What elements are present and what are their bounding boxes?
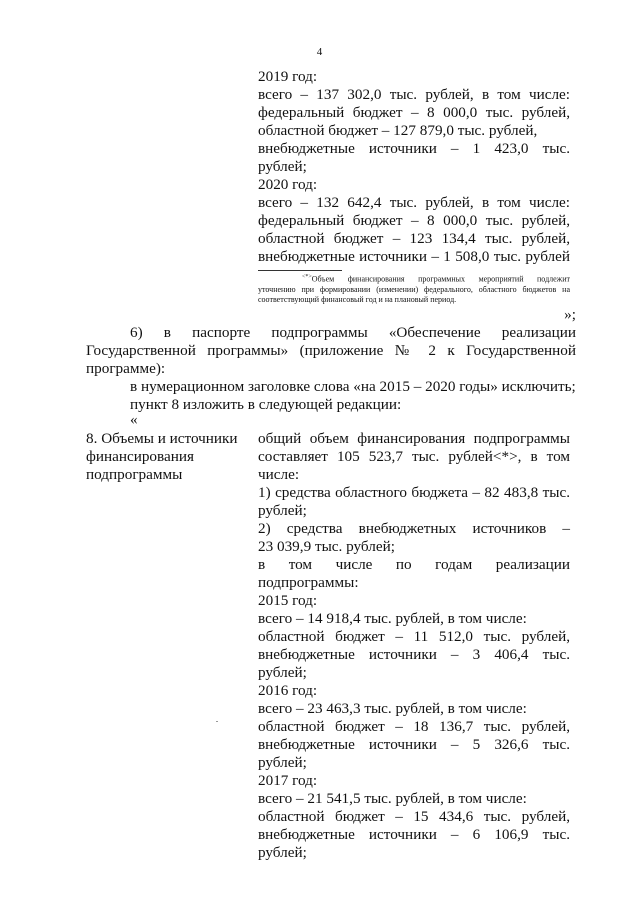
text-line: 2019 год: [258,68,318,85]
page-number: 4 [316,46,323,58]
table-left-line: финансирования [86,448,194,465]
instruction-point-8: пункт 8 изложить в следующей редакции: [130,396,402,413]
table-left-cell [86,430,238,484]
text-line: областной бюджет – 123 134,4 тыс. рублей, [258,230,570,247]
text-line: составляет 105 523,7 тыс. рублей<*>, в том [258,448,570,465]
text-line: 1) средства областного бюджета – 82 483,8 тыс. [258,484,570,501]
scan-speck [216,721,218,722]
text-line: федеральный бюджет – 8 000,0 тыс. рублей, [258,212,570,229]
footnote-line: Объем финансирования программных мероприятий подлежит [311,274,570,284]
text-line: числе: [258,466,300,483]
closing-quote: »; [564,306,576,323]
paragraph-6-line: Государственной программы» (приложение № 2 к Государственной [86,342,576,359]
paragraph-6-line: 6) в паспорте подпрограммы «Обеспечение реализации [130,324,576,341]
text-line: подпрограммы: [258,574,359,591]
text-line: внебюджетные источники – 6 106,9 тыс. [258,826,570,843]
text-line: федеральный бюджет – 8 000,0 тыс. рублей, [258,104,570,121]
text-line: внебюджетные источники – 1 508,0 тыс. рублей [258,248,570,265]
table-left-line: подпрограммы [86,466,183,483]
text-line: 2015 год: [258,592,318,609]
text-line: всего – 132 642,4 тыс. рублей, в том числе: [258,194,570,211]
text-line: в том числе по годам реализации [258,556,570,573]
text-line: всего – 23 463,3 тыс. рублей, в том числе: [258,700,527,717]
top-funding-block [258,68,570,266]
text-line: областной бюджет – 18 136,7 тыс. рублей, [258,718,570,735]
text-line: 2017 год: [258,772,318,789]
text-line: рублей; [258,664,307,681]
text-line: областной бюджет – 127 879,0 тыс. рублей, [258,122,538,139]
footnote-line: уточнению при формировании (изменении) федерального, областного бюджетов на [258,284,570,294]
paragraph-6-line: программе): [86,360,166,377]
text-line: всего – 21 541,5 тыс. рублей, в том числе: [258,790,527,807]
table-right-cell [258,430,570,862]
text-line: внебюджетные источники – 5 326,6 тыс. [258,736,570,753]
text-line: всего – 137 302,0 тыс. рублей, в том числе: [258,86,570,103]
instruction-exclude: в нумерационном заголовке слова «на 2015 – 2020 годы» исключить; [130,378,576,395]
text-line: рублей; [258,754,307,771]
footnote-marker: <*> [302,274,312,280]
text-line: 2020 год: [258,176,318,193]
text-line: внебюджетные источники – 3 406,4 тыс. [258,646,570,663]
text-line: 23 039,9 тыс. рублей; [258,538,395,555]
text-line: 2) средства внебюджетных источников – [258,520,570,537]
footnote-line: соответствующий финансовый год и на плановый период. [258,294,457,304]
footnote [258,272,570,305]
text-line: общий объем финансирования подпрограммы [258,430,570,447]
opening-quote: « [130,411,138,428]
text-line: рублей; [258,158,307,175]
footnote-rule [258,270,342,271]
text-line: всего – 14 918,4 тыс. рублей, в том числе: [258,610,527,627]
text-line: областной бюджет – 15 434,6 тыс. рублей, [258,808,570,825]
text-line: рублей; [258,502,307,519]
text-line: рублей; [258,844,307,861]
text-line: внебюджетные источники – 1 423,0 тыс. [258,140,570,157]
text-line: 2016 год: [258,682,318,699]
text-line: областной бюджет – 11 512,0 тыс. рублей, [258,628,570,645]
table-left-line: 8. Объемы и источники [86,430,238,447]
